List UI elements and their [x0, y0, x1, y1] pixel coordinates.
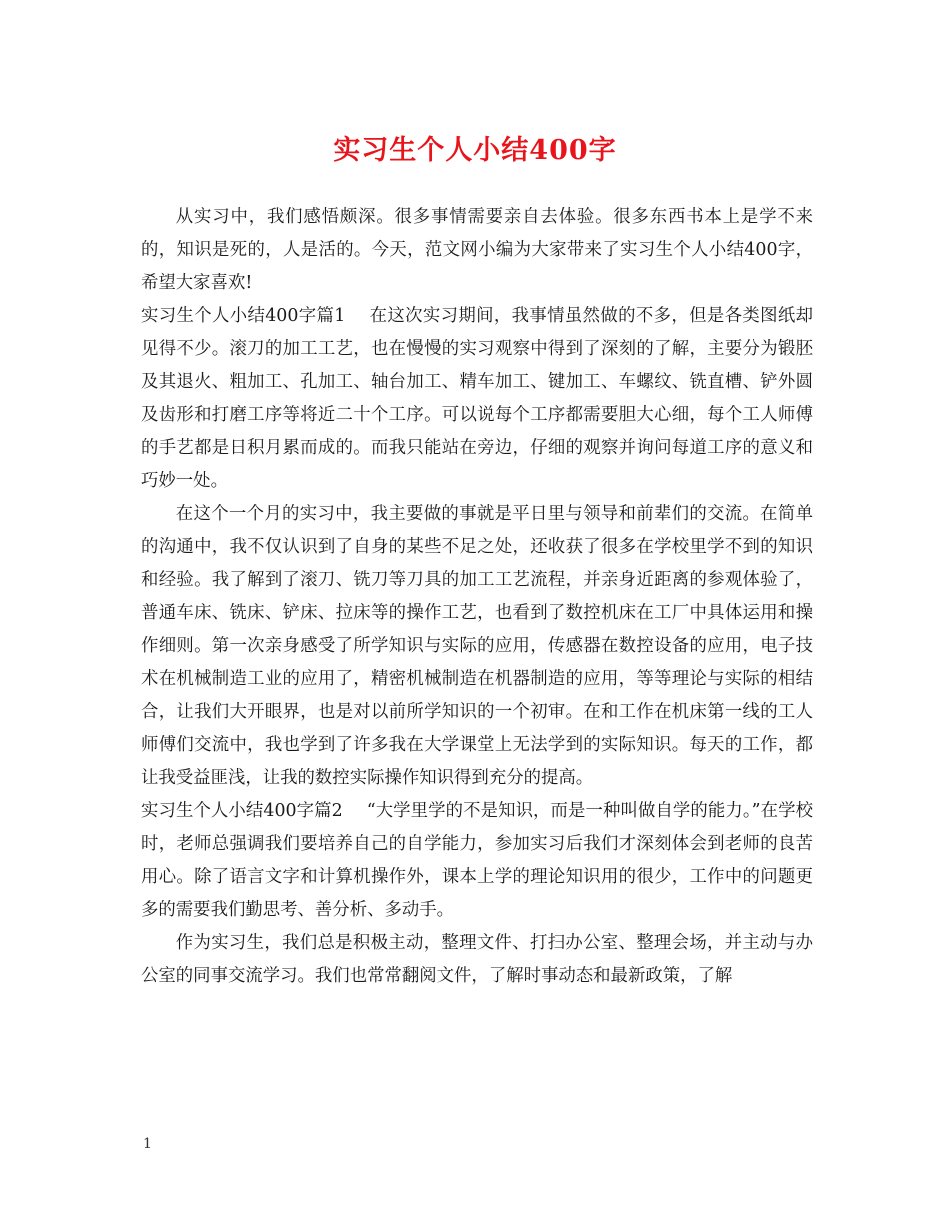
intro-paragraph: 从实习中，我们感悟颇深。很多事情需要亲自去体验。很多东西书本上是学不来的，知识是死的，人是活的。今天，范文网小编为大家带来了实习生个人小结400字，希望大家喜欢! [141, 207, 813, 293]
section1-heading: 实习生个人小结400字篇1 [141, 306, 346, 326]
document-title: 实习生个人小结400字 [333, 135, 617, 166]
document-body [141, 201, 813, 993]
section1-paragraph [141, 300, 813, 498]
section2-para1: “大学里学的不是知识，而是一种叫做自学的能力。”在学校时，老师总强调我们要培养自己的自学能力，参加实习后我们才深刻体会到老师的良苦用心。除了语言文字和计算机操作外，课本上学的理论知识用的很少，工作中的问题更多的需要我们勤思考、善分析、多动手。 [141, 801, 813, 920]
page-number: 1 [143, 1136, 152, 1152]
section1-para2: 在这个一个月的实习中，我主要做的事就是平日里与领导和前辈们的交流。在简单的沟通中，我不仅认识到了自身的某些不足之处，还收获了很多在学校里学不到的知识和经验。我了解到了滚刀、铣刀等刀具的加工工艺流程，并亲身近距离的参观体验了，普通车床、铣床、铲床、拉床等的操作工艺，也看到了数控机床在工厂中具体运用和操作细则。第一次亲身感受了所学知识与实际的应用，传感器在数控设备的应用，电子技术在机械制造工业的应用了，精密机械制造在机器制造的应用，等等理论与实际的相结合，让我们大开眼界，也是对以前所学知识的一个初审。在和工作在机床第一线的工人师傅们交流中，我也学到了许多我在大学课堂上无法学到的实际知识。每天的工作，都让我受益匪浅，让我的数控实际操作知识得到充分的提高。 [141, 504, 813, 788]
section2-para2: 作为实习生，我们总是积极主动，整理文件、打扫办公室、整理会场，并主动与办公室的同事交流学习。我们也常常翻阅文件，了解时事动态和最新政策，了解 [141, 933, 813, 986]
section1-para1: 在这次实习期间，我事情虽然做的不多，但是各类图纸却见得不少。滚刀的加工工艺，也在慢慢的实习观察中得到了深刻的了解，主要分为锻胚及其退火、粗加工、孔加工、轴台加工、精车加工、键加工、车螺纹、铣直槽、铲外圆及齿形和打磨工序等将近二十个工序。可以说每个工序都需要胆大心细，每个工人师傅的手艺都是日积月累而成的。而我只能站在旁边，仔细的观察并询问每道工序的意义和巧妙一处。 [141, 306, 813, 491]
section2-heading: 实习生个人小结400字篇2 [141, 801, 343, 821]
section2-paragraph [141, 795, 813, 927]
